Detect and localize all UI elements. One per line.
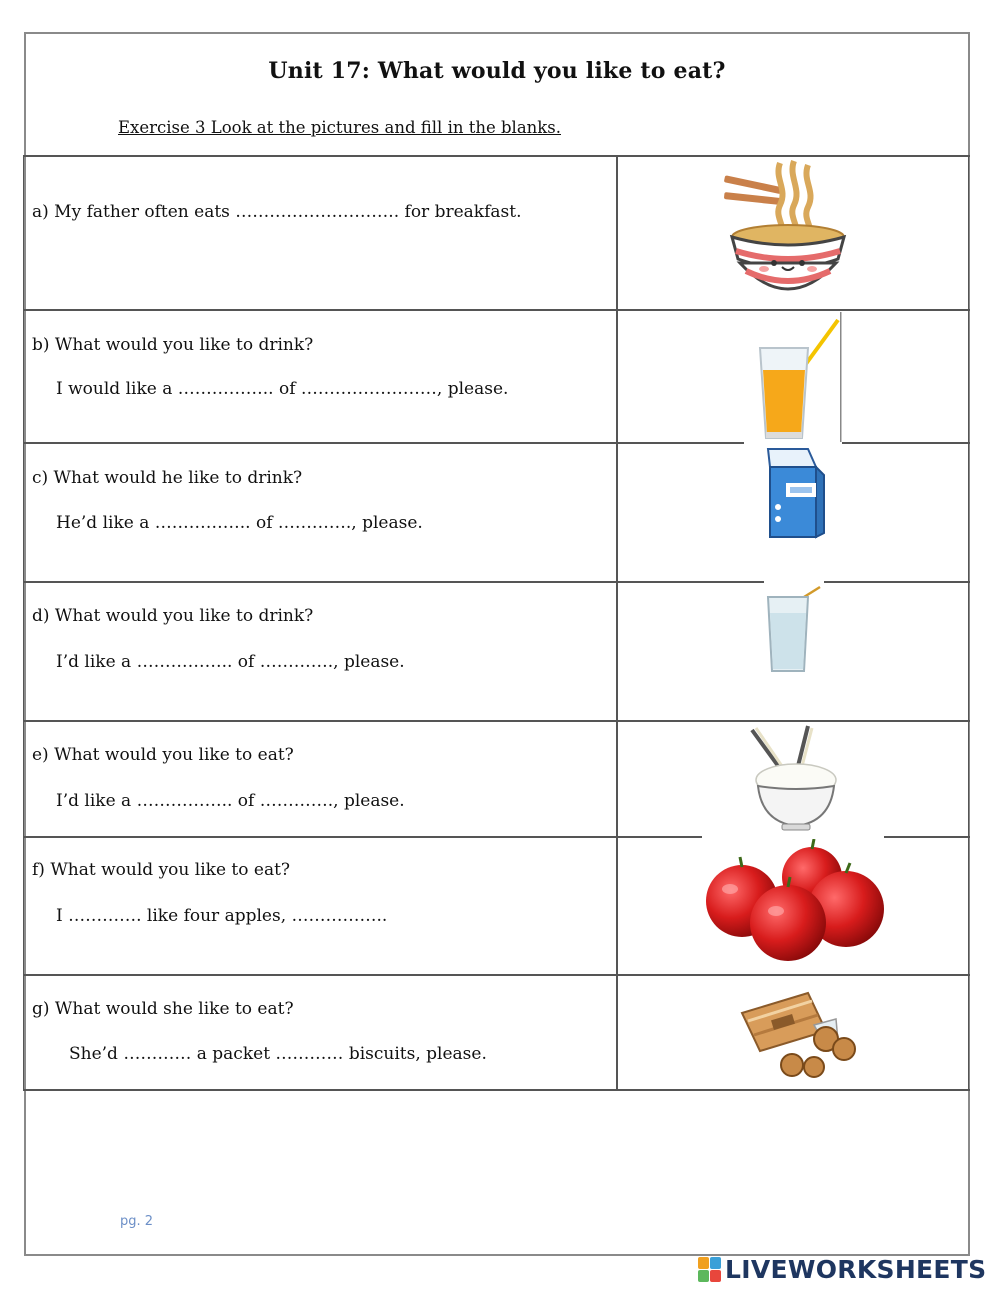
question-c: c) What would he like to drink? bbox=[32, 468, 303, 488]
noodle-bowl-icon bbox=[722, 159, 852, 309]
answer-line-f: I …………. like four apples, …………….. bbox=[56, 906, 388, 926]
row-divider bbox=[824, 581, 970, 583]
biscuits-icon bbox=[734, 991, 858, 1081]
answer-line-d: I’d like a …………….. of …………., please. bbox=[56, 652, 405, 672]
exercise-table bbox=[23, 155, 969, 1091]
answer-line-e: I’d like a …………….. of …………., please. bbox=[56, 791, 405, 811]
brand-logo bbox=[698, 1255, 986, 1284]
row-divider bbox=[24, 309, 970, 311]
answer-line-b: I would like a …………….. of ……………………, please. bbox=[56, 379, 509, 399]
question-g: g) What would she like to eat? bbox=[32, 999, 294, 1019]
answer-line-c: He’d like a …………….. of …………., please. bbox=[56, 513, 423, 533]
milk-carton-icon bbox=[758, 445, 828, 541]
brand-mark-icon bbox=[698, 1257, 722, 1283]
row-divider bbox=[24, 974, 970, 976]
apples-icon bbox=[700, 839, 888, 963]
page-title: Unit 17: What would you like to eat? bbox=[268, 58, 726, 84]
row-divider bbox=[24, 581, 764, 583]
row-divider bbox=[24, 155, 970, 157]
row-divider bbox=[24, 836, 702, 838]
orange-juice-icon bbox=[744, 312, 844, 444]
exercise-instruction: Exercise 3 Look at the pictures and fill in the blanks. bbox=[118, 118, 561, 137]
rice-bowl-icon bbox=[740, 722, 850, 834]
row-divider bbox=[24, 1089, 970, 1091]
row-divider bbox=[842, 442, 970, 444]
row-divider bbox=[24, 442, 744, 444]
row-divider bbox=[884, 836, 970, 838]
question-b: b) What would you like to drink? bbox=[32, 335, 314, 355]
question-e: e) What would you like to eat? bbox=[32, 745, 294, 765]
answer-line-g: She’d ………… a packet ………… biscuits, please. bbox=[69, 1044, 487, 1064]
question-f: f) What would you like to eat? bbox=[32, 860, 291, 880]
water-glass-icon bbox=[758, 583, 832, 675]
column-divider bbox=[616, 155, 618, 1091]
question-d: d) What would you like to drink? bbox=[32, 606, 314, 626]
question-a: a) My father often eats ……………………….. for breakfast. bbox=[32, 202, 522, 222]
page-number: pg. 2 bbox=[120, 1214, 154, 1229]
brand-name: LIVEWORKSHEETS bbox=[725, 1255, 987, 1284]
